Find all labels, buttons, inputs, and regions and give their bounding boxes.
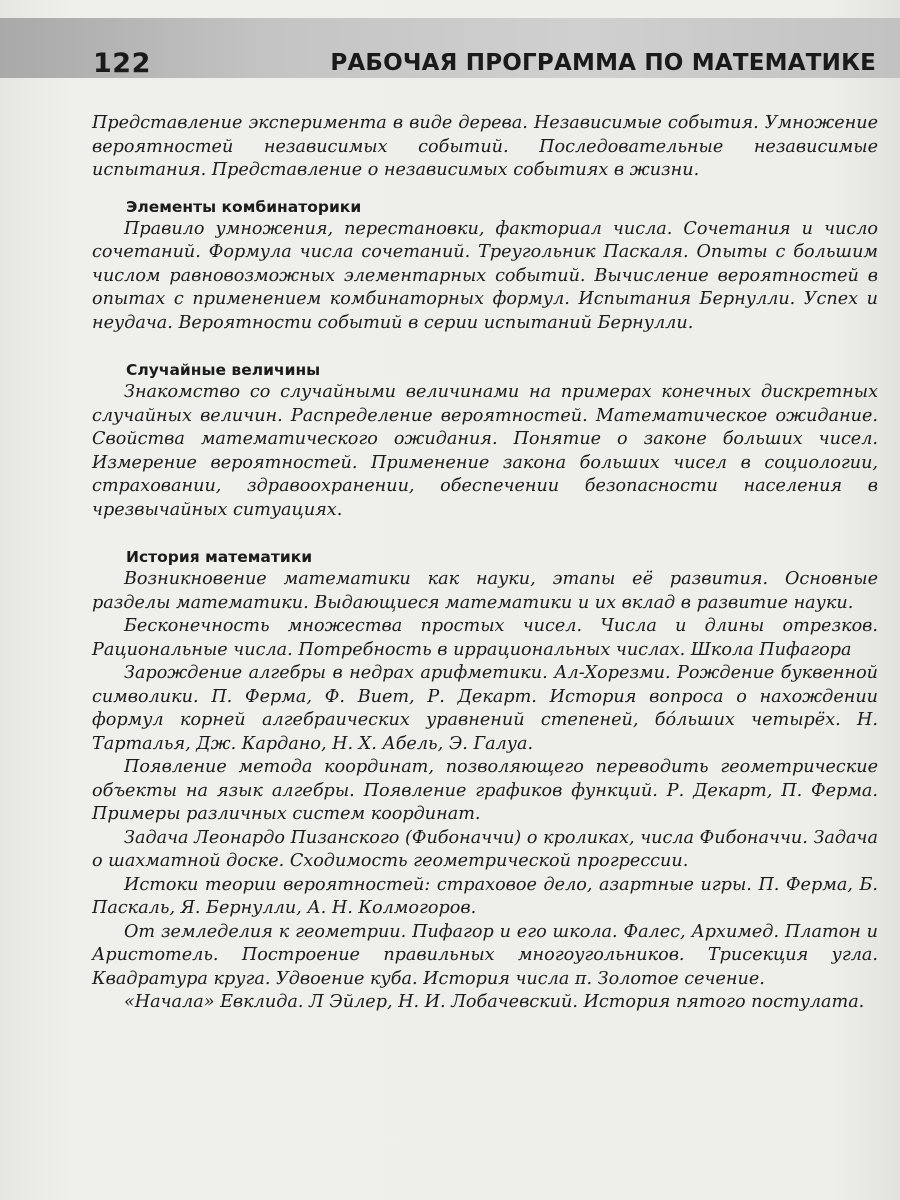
history-paragraph: «Начала» Евклида. Л Эйлер, Н. И. Лобачевский. История пятого постулата.	[124, 992, 865, 1012]
history-paragraph: Возникновение математики как науки, этапы её развития. Основные разделы математики. Выдающиеся математики и их вклад в развитие науки.	[92, 569, 878, 613]
section-title-combinatorics: Элементы комбинаторики	[126, 197, 362, 216]
random-variables-paragraph: Знакомство со случайными величинами на примерах конечных дискретных случайных величин. Распределение вероятностей. Математическое ожидание. Свойства математического ожидания. Понятие о законе больших чисел. Измерение вероятностей. Применение закона больших чисел в социологии, страховании, здравоохранении, обеспечении безопасности населения в чрезвычайных ситуациях.	[92, 382, 878, 520]
page-header	[0, 18, 900, 78]
history-paragraph: От земледелия к геометрии. Пифагор и его школа. Фалес, Архимед. Платон и Аристотель. Построение правильных многоугольников. Трисекция угла. Квадратура круга. Удвоение куба. История числа π. Золотое сечение.	[92, 921, 878, 989]
running-title: РАБОЧАЯ ПРОГРАММА ПО МАТЕМАТИКЕ	[330, 50, 876, 76]
intro-paragraph: Представление эксперимента в виде дерева. Независимые события. Умножение вероятностей независимых событий. Последовательные независимые испытания. Представление о независимых событиях в жизни.	[92, 113, 878, 180]
history-paragraph: Зарождение алгебры в недрах арифметики. Ал-Хорезми. Рождение буквенной символики. П. Ферма, Ф. Виет, Р. Декарт. История вопроса о нахождении формул корней алгебраических уравнений степеней, бо́льших четырёх. Н. Тарталья, Дж. Кардано, Н. Х. Абель, Э. Галуа.	[92, 663, 878, 754]
section-title-history: История математики	[126, 548, 313, 566]
combinatorics-paragraph: Правило умножения, перестановки, факториал числа. Сочетания и число сочетаний. Формула числа сочетаний. Треугольник Паскаля. Опыты с большим числом равновозможных элементарных событий. Вычисление вероятностей в опытах с применением комбинаторных формул. Испытания Бернулли. Успех и неудача. Вероятности событий в серии испытаний Бернулли.	[92, 218, 878, 333]
section-title-random-variables: Случайные величины	[126, 361, 321, 379]
history-paragraph: Бесконечность множества простых чисел. Числа и длины отрезков. Рациональные числа. Потребность в иррациональных числах. Школа Пифагора	[92, 616, 878, 660]
history-paragraph: Истоки теории вероятностей: страховое дело, азартные игры. П. Ферма, Б. Паскаль, Я. Бернулли, А. Н. Колмогоров.	[92, 874, 878, 918]
page-body	[92, 112, 878, 1015]
history-paragraph: Задача Леонардо Пизанского (Фибоначчи) о кроликах, числа Фибоначчи. Задача о шахматной доске. Сходимость геометрической прогрессии.	[92, 827, 878, 871]
history-paragraph: Появление метода координат, позволяющего переводить геометрические объекты на язык алгебры. Появление графиков функций. Р. Декарт, П. Ферма. Примеры различных систем координат.	[92, 757, 878, 824]
page-number: 122	[93, 48, 151, 79]
